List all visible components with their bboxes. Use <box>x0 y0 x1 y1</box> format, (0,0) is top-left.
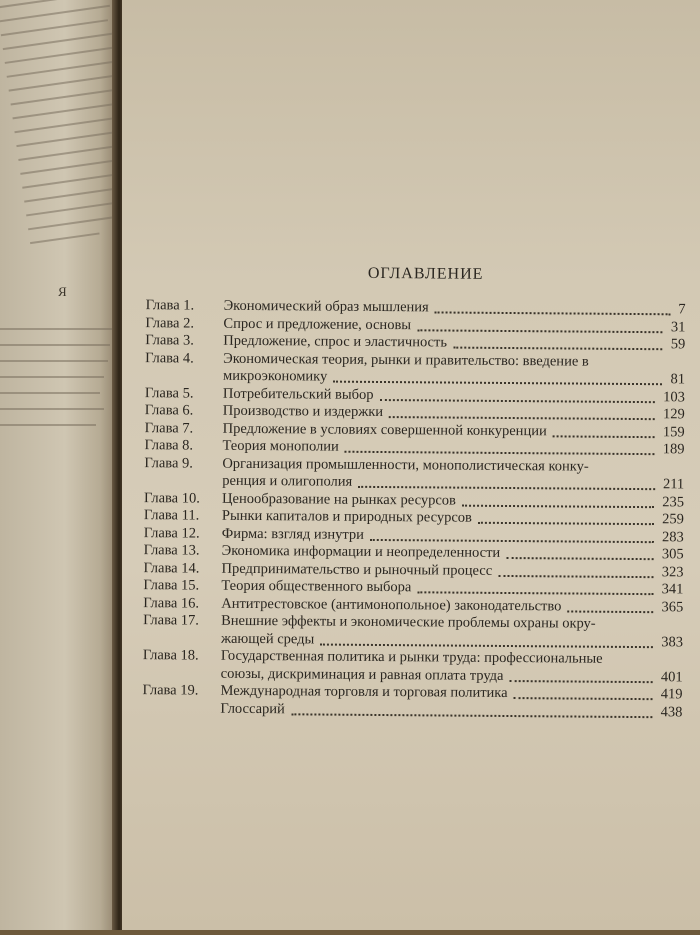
toc-chapter-number: Глава 2. <box>145 314 195 332</box>
toc-page-number: 211 <box>662 476 685 493</box>
toc-chapter-number: Глава 7. <box>144 419 194 437</box>
toc-chapter-title: Экономический образ мышления <box>223 297 429 316</box>
toc-entry <box>0 646 695 686</box>
toc-chapter-title: Антитрестовское (антимонопольное) законодательство <box>221 595 562 614</box>
toc-chapter-title: Ценообразование на рынках ресурсов <box>222 490 456 509</box>
toc-leader-dots <box>417 579 653 595</box>
toc-chapter-title: Фирма: взгляд изнутри <box>221 525 365 543</box>
toc-page-number: 341 <box>661 581 684 598</box>
toc-chapter-number: Глава 9. <box>144 454 193 472</box>
toc-page-number: 189 <box>662 441 685 458</box>
toc-chapter-number: Глава 6. <box>144 402 194 419</box>
toc-leader-dots <box>370 526 654 542</box>
toc-leader-dots <box>514 685 653 700</box>
toc-chapter-number: Глава 18. <box>142 647 199 664</box>
toc-chapter-number: Глава 5. <box>144 384 194 402</box>
toc-page-number: 81 <box>670 371 686 388</box>
toc-page-number: 235 <box>662 493 685 510</box>
toc-page-number: 305 <box>661 546 684 563</box>
toc-chapter-title: Государственная политика и рынки труда: профессиональные <box>220 647 603 667</box>
toc-leader-dots <box>380 386 656 402</box>
toc-chapter-number: Глава 19. <box>142 682 199 699</box>
toc-chapter-title: Экономическая теория, рынки и правительство: введение в <box>223 350 589 370</box>
toc-page-number: 159 <box>662 423 685 440</box>
toc-leader-dots <box>510 668 653 683</box>
toc-page-number: 401 <box>660 668 683 685</box>
toc-page-number: 283 <box>661 528 684 545</box>
toc-chapter-title-cont: союзы, дискриминация и равная оплата труда <box>220 665 504 684</box>
toc-chapter-number: Глава 13. <box>143 542 200 559</box>
toc-chapter-number: Глава 16. <box>143 594 200 612</box>
toc-page-number: 7 <box>678 301 686 318</box>
toc-chapter-title: Предложение, спрос и эластичность <box>223 332 448 351</box>
toc-chapter-title: Глоссарий <box>220 700 285 717</box>
toc-leader-dots <box>345 439 655 455</box>
toc-entry <box>0 611 695 651</box>
toc-chapter-title: Теория общественного выбора <box>221 577 412 596</box>
toc-leader-dots <box>553 423 655 438</box>
toc-leader-dots <box>567 598 653 613</box>
toc-leader-dots <box>478 510 654 525</box>
toc-chapter-number: Глава 14. <box>143 559 200 577</box>
toc-entry <box>0 348 697 388</box>
toc-chapter-title: Спрос и предложение, основы <box>223 315 412 333</box>
toc-page-number: 129 <box>662 406 685 423</box>
toc-page-number: 438 <box>660 703 683 720</box>
toc-chapter-number: Глава 17. <box>143 612 200 629</box>
toc-chapter-number: Глава 1. <box>145 297 195 314</box>
toc-chapter-title: Производство и издержки <box>222 402 384 421</box>
toc-page-number: 383 <box>661 633 684 650</box>
toc-leader-dots <box>435 299 671 315</box>
toc-chapter-number: Глава 15. <box>143 577 200 594</box>
toc-chapter-number: Глава 11. <box>143 507 200 524</box>
toc-chapter-title: Международная торговля и торговая политика <box>220 682 508 702</box>
toc-page-number: 59 <box>670 336 686 353</box>
toc-page-number: 31 <box>670 318 686 335</box>
toc-leader-dots <box>417 317 663 333</box>
toc-leader-dots <box>462 492 654 508</box>
toc-leader-dots <box>358 474 655 490</box>
toc-page-number: 259 <box>662 511 685 528</box>
left-page-letter: Я <box>58 284 67 299</box>
toc-chapter-title: Экономика информации и неопределенности <box>221 542 501 561</box>
toc-leader-dots <box>291 701 653 718</box>
toc-chapter-title: Организация промышленности, монополистическая конку- <box>222 455 589 475</box>
toc-leader-dots <box>320 631 653 648</box>
toc-chapter-number: Глава 8. <box>144 437 194 454</box>
toc-leader-dots <box>389 404 655 420</box>
toc-title: ОГЛАВЛЕНИЕ <box>367 264 484 283</box>
toc-chapter-title-cont: жающей среды <box>220 630 315 647</box>
toc-chapter-title: Теория монополии <box>222 437 339 455</box>
toc-leader-dots <box>333 369 662 386</box>
toc-entry <box>0 453 696 493</box>
toc-page-number: 323 <box>661 563 684 580</box>
toc-chapter-title: Предпринимательство и рыночный процесс <box>221 560 493 579</box>
toc-chapter-number: Глава 3. <box>145 332 194 349</box>
toc-chapter-title-cont: ренция и олигополия <box>222 472 353 490</box>
toc-chapter-number: Глава 12. <box>143 524 200 542</box>
toc-page-number: 365 <box>661 598 684 615</box>
toc-chapter-title: Потребительский выбор <box>222 385 374 403</box>
toc-chapter-number: Глава 4. <box>145 349 194 367</box>
toc-leader-dots <box>453 335 663 351</box>
toc-leader-dots <box>506 545 654 560</box>
toc-chapter-title: Рынки капиталов и природных ресурсов <box>221 507 472 526</box>
toc-chapter-title-cont: микроэкономику <box>222 367 328 385</box>
toc-chapter-number: Глава 10. <box>144 489 200 507</box>
toc-page-number: 103 <box>663 388 685 405</box>
toc-page-number: 419 <box>660 686 683 703</box>
toc-chapter-title: Предложение в условиях совершенной конкуренции <box>222 420 547 439</box>
toc-chapter-title: Внешние эффекты и экономические проблемы охраны окру- <box>221 612 596 632</box>
toc-leader-dots <box>498 562 654 577</box>
